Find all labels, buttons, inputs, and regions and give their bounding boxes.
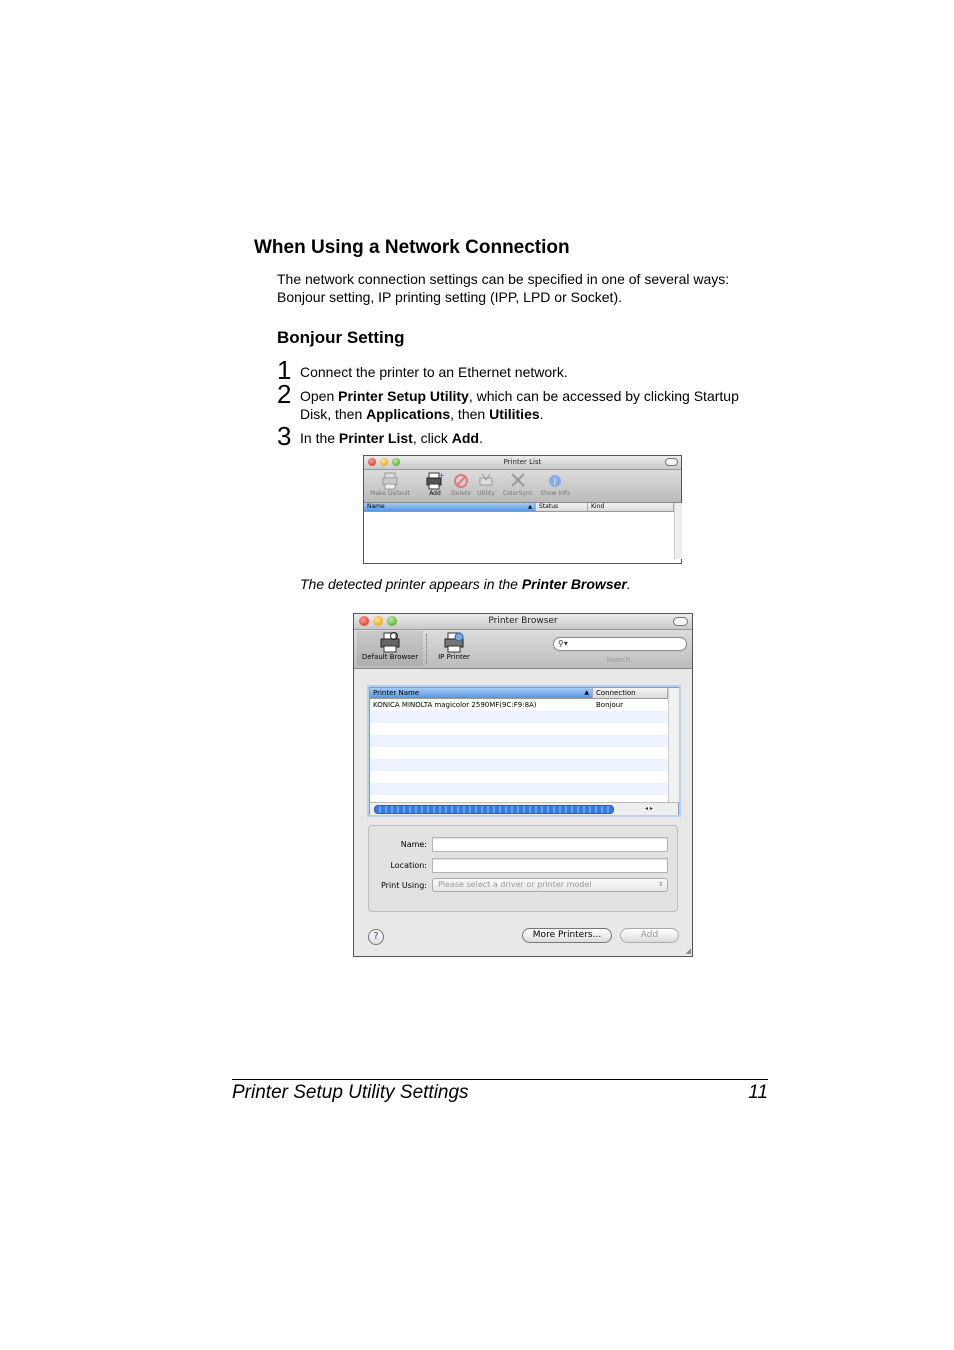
step-text: Open Printer Setup Utility, which can be accessed by clicking Startup Disk, then Applications, then Utilities. bbox=[300, 388, 739, 422]
updown-arrows-icon: ⇕ bbox=[657, 881, 663, 888]
vertical-scrollbar[interactable] bbox=[674, 503, 682, 559]
step-text: Connect the printer to an Ethernet network. bbox=[300, 364, 568, 380]
toolbar bbox=[364, 470, 681, 503]
table-row[interactable] bbox=[370, 699, 668, 711]
connection-cell: Bonjour bbox=[596, 701, 624, 709]
svg-text:+: + bbox=[438, 471, 445, 480]
empty-row bbox=[370, 783, 668, 795]
location-field[interactable] bbox=[432, 858, 668, 873]
make-default-icon bbox=[382, 472, 398, 490]
title-bar bbox=[364, 456, 681, 470]
column-kind[interactable]: Kind bbox=[588, 503, 674, 511]
svg-text:i: i bbox=[553, 477, 557, 488]
footer-rule bbox=[232, 1079, 768, 1080]
name-field[interactable] bbox=[432, 837, 668, 852]
sort-arrow-icon: ▲ bbox=[584, 689, 589, 696]
resize-handle-icon[interactable]: ◢ bbox=[685, 947, 691, 955]
scroll-thumb[interactable] bbox=[374, 805, 614, 814]
page-number: 11 bbox=[748, 1082, 768, 1103]
title-bar bbox=[354, 614, 692, 630]
show-info-button[interactable]: i Show Info bbox=[537, 472, 573, 497]
toolbar-toggle-button[interactable] bbox=[665, 458, 678, 466]
info-icon bbox=[547, 472, 563, 490]
printer-list-header bbox=[364, 503, 674, 512]
printer-browser-window bbox=[353, 613, 693, 957]
figure-caption: The detected printer appears in the Printer Browser. bbox=[300, 576, 631, 592]
colorsync-button[interactable]: ColorSync bbox=[500, 472, 536, 497]
empty-row bbox=[370, 735, 668, 747]
ip-printer-button[interactable]: IP Printer bbox=[432, 631, 476, 666]
search-input[interactable] bbox=[553, 637, 687, 651]
vertical-scrollbar[interactable] bbox=[668, 688, 679, 802]
add-printer-button[interactable]: Add bbox=[620, 928, 679, 943]
delete-button[interactable]: Delete bbox=[449, 472, 473, 497]
empty-row bbox=[370, 711, 668, 723]
delete-icon bbox=[453, 472, 469, 490]
step-number: 1 bbox=[277, 355, 292, 385]
list-header bbox=[370, 688, 668, 699]
step-number: 3 bbox=[277, 421, 292, 451]
step-2 bbox=[277, 379, 757, 424]
toolbar-separator bbox=[426, 634, 428, 664]
printer-info-group bbox=[368, 825, 678, 912]
step-text: In the Printer List, click Add. bbox=[300, 430, 483, 446]
section-title: When Using a Network Connection bbox=[254, 237, 570, 258]
default-browser-icon bbox=[379, 631, 401, 653]
section-intro: The network connection settings can be specified in one of several ways: Bonjour setting, IP printing setting (IPP, LPD or Socket). bbox=[277, 271, 730, 305]
column-name[interactable]: Name ▲ bbox=[364, 503, 536, 511]
utility-button[interactable]: Utility bbox=[474, 472, 498, 497]
horizontal-scrollbar[interactable] bbox=[370, 802, 678, 815]
ip-printer-icon bbox=[443, 631, 465, 653]
column-connection[interactable]: Connection bbox=[593, 688, 668, 698]
subsection-title: Bonjour Setting bbox=[277, 328, 405, 347]
window-title: Printer List bbox=[503, 458, 542, 466]
name-label: Name: bbox=[400, 840, 427, 849]
column-printer-name[interactable]: Printer Name ▲ bbox=[370, 688, 593, 698]
toolbar bbox=[354, 630, 692, 669]
location-label: Location: bbox=[390, 861, 427, 870]
help-icon: ? bbox=[373, 931, 379, 942]
print-using-select[interactable]: Please select a driver or printer model ⇕ bbox=[432, 878, 668, 892]
add-printer-icon bbox=[426, 472, 444, 490]
step-3 bbox=[277, 421, 757, 451]
footer-title: Printer Setup Utility Settings bbox=[232, 1082, 469, 1103]
print-using-label: Print Using: bbox=[380, 881, 427, 890]
colorsync-icon bbox=[510, 472, 526, 490]
column-status[interactable]: Status bbox=[536, 503, 588, 511]
window-title: Printer Browser bbox=[488, 616, 558, 626]
scroll-arrows-icon[interactable]: ◂ ▸ bbox=[645, 805, 653, 812]
default-browser-button[interactable]: Default Browser bbox=[357, 631, 423, 666]
help-button[interactable] bbox=[368, 929, 384, 945]
utility-icon bbox=[478, 472, 494, 490]
search-label: Search bbox=[606, 656, 631, 664]
sort-arrow-icon: ▲ bbox=[528, 504, 532, 510]
printer-list-window bbox=[363, 455, 682, 564]
more-printers-button[interactable]: More Printers... bbox=[522, 928, 612, 943]
printer-list bbox=[369, 687, 679, 815]
step-1 bbox=[277, 355, 757, 385]
empty-row bbox=[370, 759, 668, 771]
search-icon: ⚲▾ bbox=[558, 639, 568, 648]
printer-name-cell: KONICA MINOLTA magicolor 2590MF(9C:F9:8A) bbox=[373, 701, 537, 709]
add-button[interactable]: + Add bbox=[421, 472, 449, 497]
step-number: 2 bbox=[277, 379, 292, 409]
make-default-button[interactable]: Make Default bbox=[367, 472, 413, 497]
toolbar-toggle-button[interactable] bbox=[673, 617, 688, 626]
